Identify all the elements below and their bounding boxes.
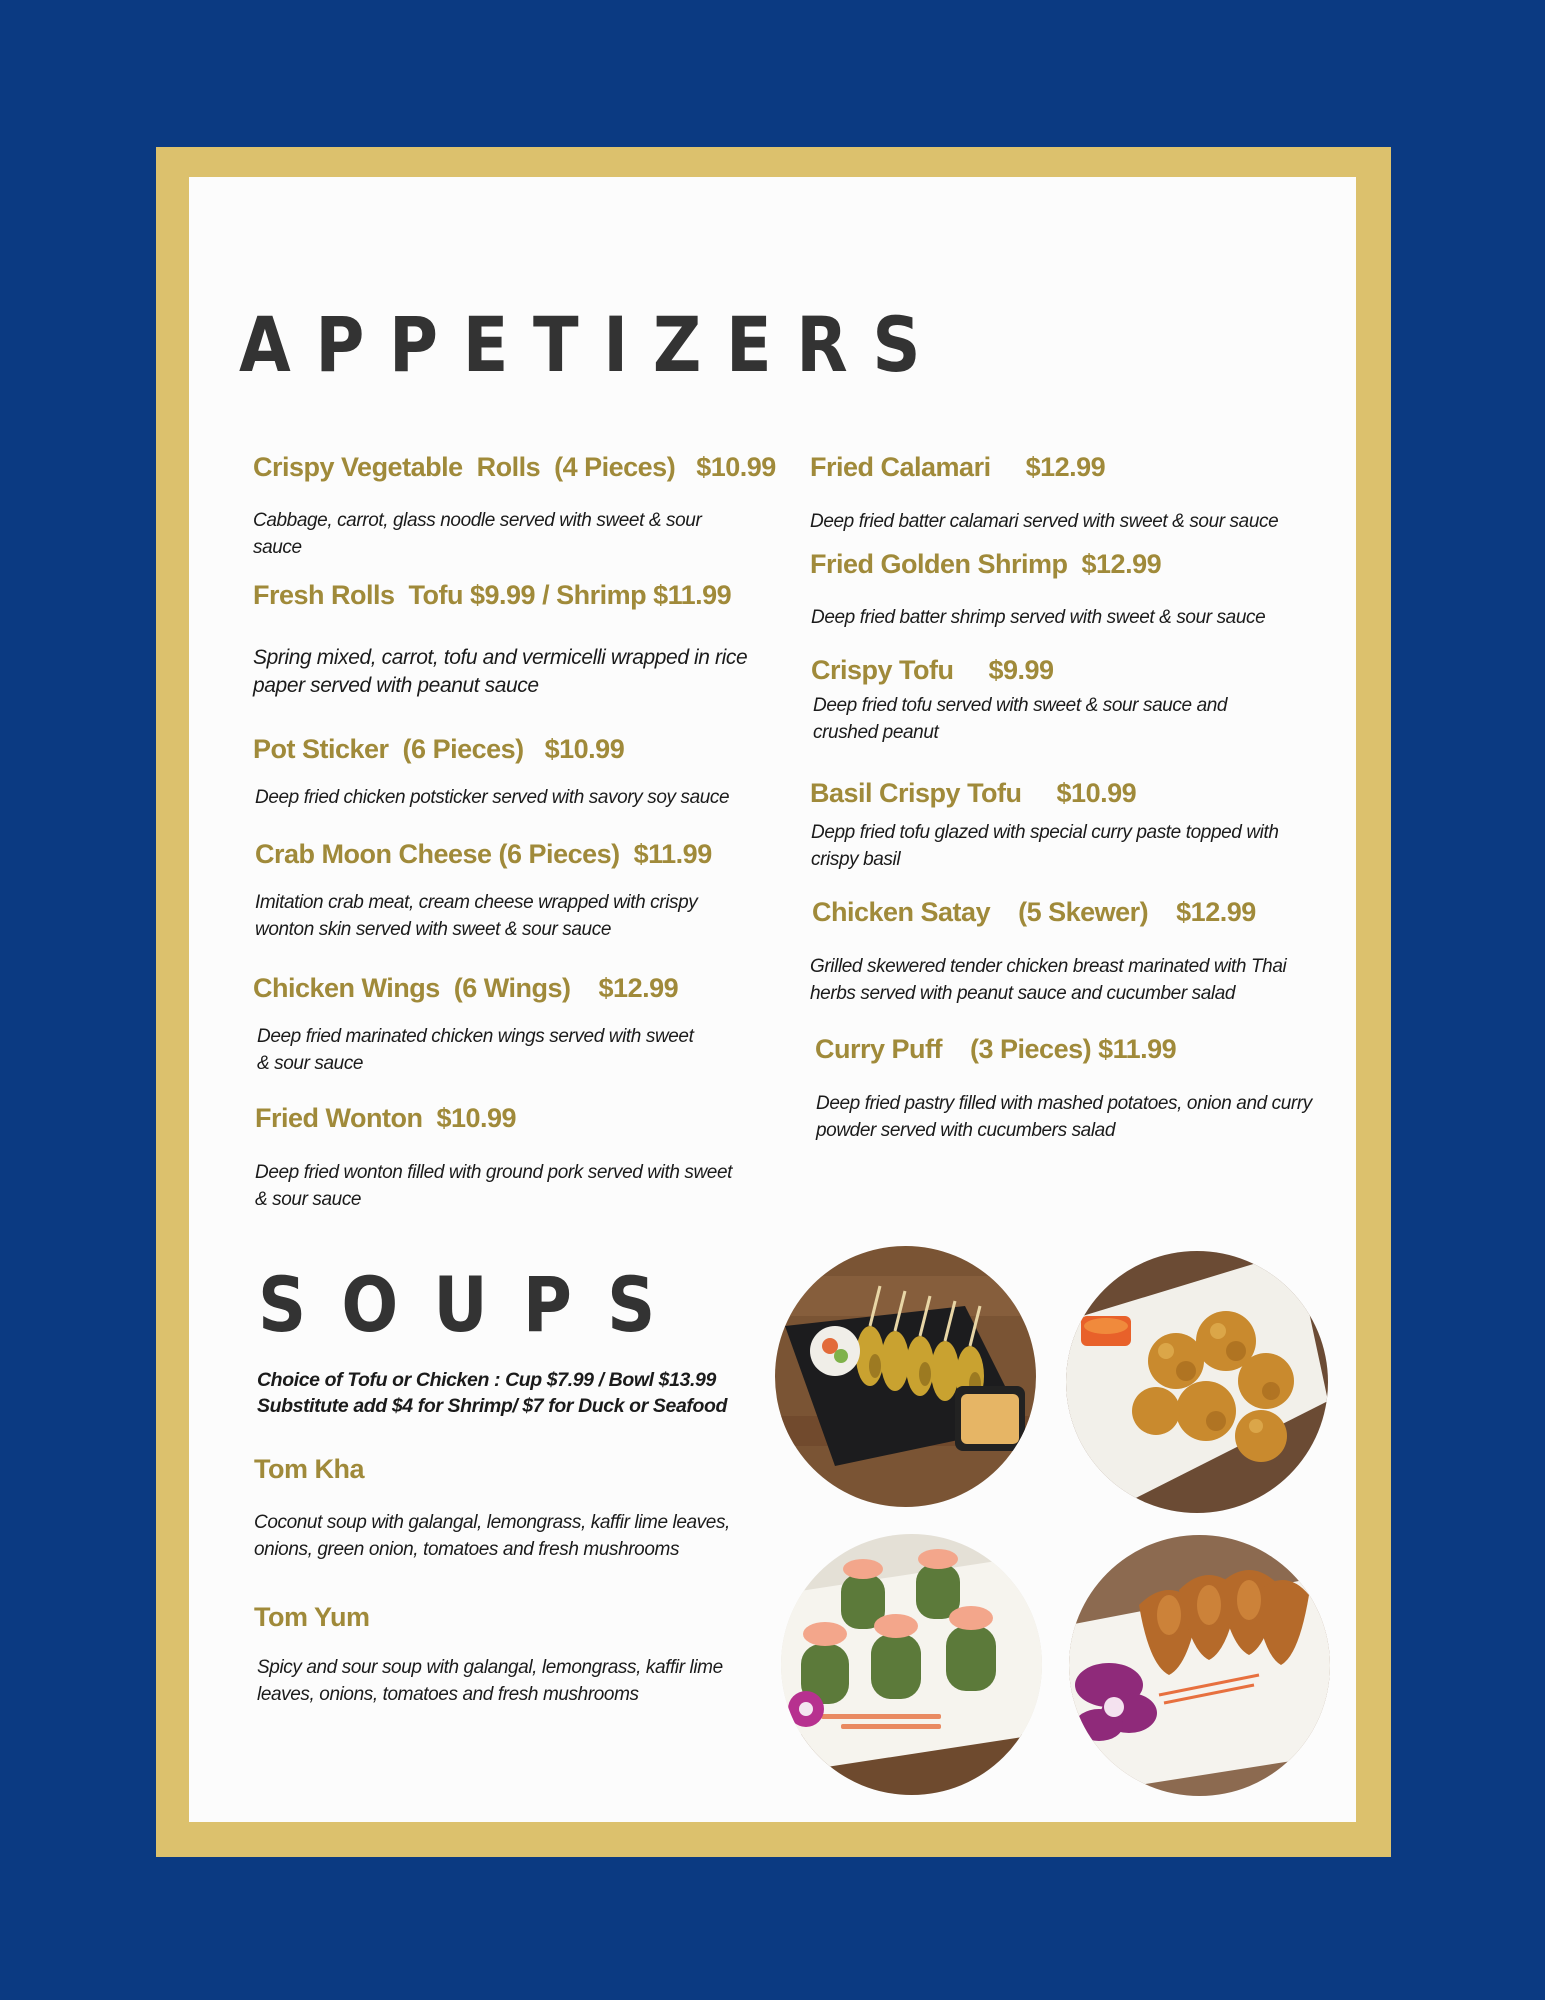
- menu-item-description: Deep fried marinated chicken wings served with sweet & sour sauce: [257, 1026, 694, 1074]
- menu-item-description: Deep fried wonton filled with ground pork served with sweet & sour sauce: [255, 1162, 732, 1210]
- pot-sticker-photo: [1069, 1535, 1330, 1796]
- soups-heading: SOUPS: [258, 1260, 691, 1349]
- menu-item-description: Deep fried chicken potsticker served with savory soy sauce: [255, 787, 730, 808]
- menu-item-description: Deep fried pastry filled with mashed potatoes, onion and curry powder served with cucumbers salad: [816, 1093, 1312, 1141]
- menu-card: [189, 177, 1356, 1822]
- menu-item-description: Grilled skewered tender chicken breast marinated with Thai herbs served with peanut sauce and cucumber salad: [810, 956, 1287, 1004]
- menu-item-description: Deep fried batter shrimp served with sweet & sour sauce: [811, 607, 1266, 628]
- menu-item-title: Chicken Satay (5 Skewer) $12.99: [812, 897, 1256, 927]
- menu-item-description: Depp fried tofu glazed with special curry paste topped with crispy basil: [811, 822, 1279, 870]
- menu-item-description: Deep fried tofu served with sweet & sour sauce and crushed peanut: [813, 695, 1228, 743]
- menu-item-description: Imitation crab meat, cream cheese wrapped with crispy wonton skin served with sweet & sour sauce: [255, 892, 698, 940]
- menu-item-description: Cabbage, carrot, glass noodle served with sweet & sour sauce: [253, 510, 702, 558]
- menu-item-title: Basil Crispy Tofu $10.99: [810, 778, 1137, 808]
- chicken-satay-photo: [775, 1246, 1036, 1507]
- menu-item-description: Coconut soup with galangal, lemongrass, kaffir lime leaves, onions, green onion, tomatoes and fresh mushrooms: [254, 1512, 730, 1560]
- menu-item-description: Deep fried batter calamari served with sweet & sour sauce: [810, 511, 1279, 532]
- menu-item-title: Crispy Vegetable Rolls (4 Pieces) $10.99: [253, 452, 776, 482]
- menu-item-title: Fried Golden Shrimp $12.99: [810, 549, 1162, 579]
- soups-price-note: Choice of Tofu or Chicken : Cup $7.99 / Bowl $13.99: [257, 1369, 716, 1391]
- menu-item-title: Chicken Wings (6 Wings) $12.99: [253, 973, 679, 1003]
- menu-item-description: Spicy and sour soup with galangal, lemongrass, kaffir lime leaves, onions, tomatoes and fresh mushrooms: [257, 1657, 723, 1705]
- menu-item-description: Spring mixed, carrot, tofu and vermicelli wrapped in rice paper served with peanut sauce: [253, 646, 748, 697]
- menu-item-title: Tom Yum: [254, 1602, 370, 1632]
- soups-substitute-note: Substitute add $4 for Shrimp/ $7 for Duck or Seafood: [257, 1395, 728, 1417]
- menu-item-title: Fried Calamari $12.99: [810, 452, 1106, 482]
- fresh-rolls-photo: [781, 1534, 1042, 1795]
- menu-item-title: Curry Puff (3 Pieces) $11.99: [815, 1034, 1177, 1064]
- menu-item-title: Pot Sticker (6 Pieces) $10.99: [253, 734, 625, 764]
- menu-item-title: Fresh Rolls Tofu $9.99 / Shrimp $11.99: [253, 580, 732, 610]
- menu-item-title: Fried Wonton $10.99: [255, 1103, 517, 1133]
- curry-puff-photo: [1066, 1251, 1328, 1513]
- menu-item-title: Tom Kha: [254, 1454, 364, 1484]
- appetizers-heading: APPETIZERS: [239, 300, 946, 389]
- menu-item-title: Crab Moon Cheese (6 Pieces) $11.99: [255, 839, 712, 869]
- menu-item-title: Crispy Tofu $9.99: [811, 655, 1054, 685]
